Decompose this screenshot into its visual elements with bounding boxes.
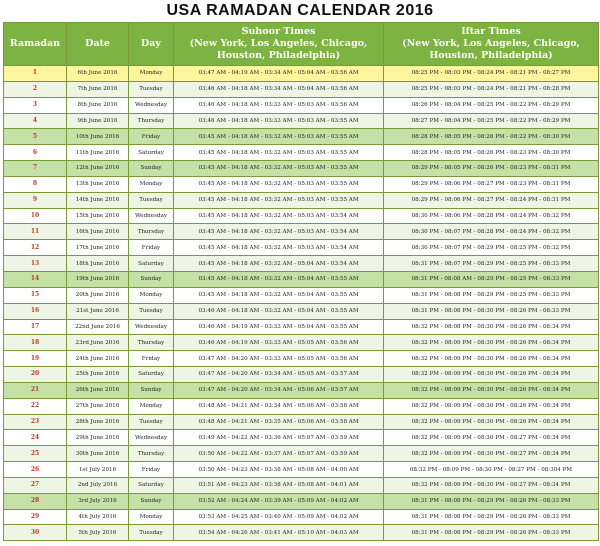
ramadan-day-cell: 11	[4, 224, 67, 240]
iftar-times-cell: 08:25 PM - 08:03 PM - 08:24 PM - 08:21 PM - 08:27 PM	[384, 66, 599, 82]
ramadan-day-cell: 26	[4, 462, 67, 478]
table-row	[4, 224, 599, 240]
suhoor-times-cell: 03:45 AM - 04:18 AM - 03:32 AM - 05:03 AM - 03:54 AM	[174, 224, 384, 240]
table-row	[4, 271, 599, 287]
table-row	[4, 192, 599, 208]
weekday-cell: Saturday	[129, 256, 174, 272]
date-cell: 19th June 2016	[67, 271, 129, 287]
iftar-times-cell: 08:31 PM - 08:08 AM - 08:29 PM - 08:25 PM - 08:33 PM	[384, 271, 599, 287]
table-row	[4, 335, 599, 351]
ramadan-calendar-table	[3, 22, 599, 541]
weekday-cell: Tuesday	[129, 81, 174, 97]
ramadan-day-cell: 25	[4, 446, 67, 462]
suhoor-times-cell: 03:45 AM - 04:18 AM - 03:32 AM - 05:04 AM - 03:54 AM	[174, 256, 384, 272]
table-row	[4, 145, 599, 161]
suhoor-times-cell: 03:46 AM - 04:18 AM - 03:34 AM - 05:04 AM - 03:56 AM	[174, 81, 384, 97]
table-row	[4, 208, 599, 224]
iftar-times-cell: 08:32 PM - 08:09 PM - 08:30 PM - 08:26 PM - 08:34 PM	[384, 382, 599, 398]
date-cell: 13th June 2016	[67, 176, 129, 192]
weekday-cell: Sunday	[129, 271, 174, 287]
weekday-cell: Monday	[129, 66, 174, 82]
suhoor-times-cell: 03:45 AM - 04:18 AM - 03:32 AM - 05:03 AM - 03:55 AM	[174, 129, 384, 145]
ramadan-day-cell: 9	[4, 192, 67, 208]
iftar-times-cell: 08:32 PM - 08:09 PM - 08:30 PM - 08:26 PM - 08:34 PM	[384, 398, 599, 414]
ramadan-day-cell: 10	[4, 208, 67, 224]
ramadan-day-cell: 16	[4, 303, 67, 319]
ramadan-day-cell: 6	[4, 145, 67, 161]
header-iftar-cities: (New York, Los Angeles, Chicago, Houston, Philadelphia)	[402, 38, 580, 61]
iftar-times-cell: 08:26 PM - 08:04 PM - 08:25 PM - 08:22 PM - 08:29 PM	[384, 97, 599, 113]
date-cell: 15th June 2016	[67, 208, 129, 224]
weekday-cell: Friday	[129, 351, 174, 367]
weekday-cell: Sunday	[129, 493, 174, 509]
table-row	[4, 161, 599, 177]
date-cell: 17th June 2016	[67, 240, 129, 256]
suhoor-times-cell: 03:48 AM - 04:21 AM - 03:35 AM - 05:06 AM - 03:58 AM	[174, 414, 384, 430]
header-iftar	[384, 23, 599, 66]
iftar-times-cell: 08:32 PM - 08:09 PM - 08:30 PM - 08:27 PM - 08:34 PM	[384, 430, 599, 446]
iftar-times-cell: 08:28 PM - 08:05 PM - 08:26 PM - 08:23 PM - 08:30 PM	[384, 145, 599, 161]
weekday-cell: Thursday	[129, 335, 174, 351]
iftar-times-cell: 08:29 PM - 08:05 PM - 08:26 PM - 08:23 PM - 08:31 PM	[384, 161, 599, 177]
date-cell: 26th June 2016	[67, 382, 129, 398]
ramadan-day-cell: 4	[4, 113, 67, 129]
table-row	[4, 351, 599, 367]
table-row	[4, 303, 599, 319]
iftar-times-cell: 08:31 PM - 08:07 PM - 08:29 PM - 08:25 PM - 08:33 PM	[384, 256, 599, 272]
ramadan-day-cell: 2	[4, 81, 67, 97]
weekday-cell: Wednesday	[129, 97, 174, 113]
weekday-cell: Tuesday	[129, 192, 174, 208]
table-row	[4, 414, 599, 430]
suhoor-times-cell: 03:46 AM - 04:19 AM - 03:33 AM - 05:05 AM - 03:56 AM	[174, 335, 384, 351]
iftar-times-cell: 08:32 PM - 08:09 PM - 08:30 PM - 08:26 PM - 08:34 PM	[384, 335, 599, 351]
table-row	[4, 176, 599, 192]
weekday-cell: Wednesday	[129, 430, 174, 446]
date-cell: 3rd July 2016	[67, 493, 129, 509]
suhoor-times-cell: 03:46 AM - 04:18 AM - 03:33 AM - 05:03 AM - 03:55 AM	[174, 113, 384, 129]
ramadan-day-cell: 3	[4, 97, 67, 113]
date-cell: 10th June 2016	[67, 129, 129, 145]
table-row	[4, 509, 599, 525]
header-suhoor-cities: (New York, Los Angeles, Chicago, Houston, Philadelphia)	[189, 38, 368, 61]
date-cell: 27th June 2016	[67, 398, 129, 414]
suhoor-times-cell: 03:45 AM - 04:18 AM - 03:32 AM - 05:04 AM - 03:55 AM	[174, 271, 384, 287]
suhoor-times-cell: 03:50 AM - 04:23 AM - 03:38 AM - 05:08 AM - 04:00 AM	[174, 462, 384, 478]
page-title: USA RAMADAN CALENDAR 2016	[166, 2, 434, 19]
weekday-cell: Thursday	[129, 446, 174, 462]
date-cell: 1st July 2016	[67, 462, 129, 478]
weekday-cell: Sunday	[129, 161, 174, 177]
suhoor-times-cell: 03:52 AM - 04:24 AM - 03:39 AM - 05:09 AM - 04:02 AM	[174, 493, 384, 509]
date-cell: 8th June 2016	[67, 97, 129, 113]
iftar-times-cell: 08:31 PM - 08:08 PM - 08:29 PM - 08:26 PM - 08:33 PM	[384, 509, 599, 525]
ramadan-day-cell: 28	[4, 493, 67, 509]
weekday-cell: Friday	[129, 129, 174, 145]
iftar-times-cell: 08:32 PM - 08:09 PM - 08:30 PM - 08:26 PM - 08:34 PM	[384, 414, 599, 430]
table-row	[4, 446, 599, 462]
weekday-cell: Friday	[129, 462, 174, 478]
table-row	[4, 493, 599, 509]
weekday-cell: Thursday	[129, 113, 174, 129]
ramadan-day-cell: 13	[4, 256, 67, 272]
ramadan-day-cell: 17	[4, 319, 67, 335]
suhoor-times-cell: 03:46 AM - 04:18 AM - 03:32 AM - 05:04 AM - 03:55 AM	[174, 303, 384, 319]
ramadan-day-cell: 23	[4, 414, 67, 430]
ramadan-day-cell: 14	[4, 271, 67, 287]
table-row	[4, 287, 599, 303]
weekday-cell: Monday	[129, 509, 174, 525]
suhoor-times-cell: 03:47 AM - 04:19 AM - 03:34 AM - 05:04 AM - 03:56 AM	[174, 66, 384, 82]
suhoor-times-cell: 03:47 AM - 04:20 AM - 03:34 AM - 05:05 AM - 03:57 AM	[174, 367, 384, 383]
table-row	[4, 81, 599, 97]
date-cell: 25th June 2016	[67, 367, 129, 383]
iftar-times-cell: 08:28 PM - 08:05 PM - 08:26 PM - 08:22 PM - 08:30 PM	[384, 129, 599, 145]
table-row	[4, 525, 599, 541]
iftar-times-cell: 08:32 PM - 08:09 PM - 08:30 PM - 08:26 PM - 08:34 PM	[384, 367, 599, 383]
suhoor-times-cell: 03:54 AM - 04:26 AM - 03:41 AM - 05:10 AM - 04:03 AM	[174, 525, 384, 541]
ramadan-day-cell: 21	[4, 382, 67, 398]
date-cell: 7th June 2016	[67, 81, 129, 97]
suhoor-times-cell: 03:47 AM - 04:20 AM - 03:33 AM - 05:05 AM - 03:56 AM	[174, 351, 384, 367]
suhoor-times-cell: 03:46 AM - 04:19 AM - 03:33 AM - 05:04 AM - 03:55 AM	[174, 319, 384, 335]
weekday-cell: Wednesday	[129, 208, 174, 224]
table-row	[4, 240, 599, 256]
suhoor-times-cell: 03:48 AM - 04:21 AM - 03:34 AM - 05:06 AM - 03:58 AM	[174, 398, 384, 414]
date-cell: 23rd June 2016	[67, 335, 129, 351]
ramadan-day-cell: 5	[4, 129, 67, 145]
iftar-times-cell: 08:25 PM - 08:03 PM - 08:24 PM - 08:21 PM - 08:28 PM	[384, 81, 599, 97]
weekday-cell: Monday	[129, 398, 174, 414]
iftar-times-cell: 08:29 PM - 08:06 PM - 08:27 PM - 08:24 PM - 08:31 PM	[384, 192, 599, 208]
date-cell: 5th July 2016	[67, 525, 129, 541]
date-cell: 21st June 2016	[67, 303, 129, 319]
ramadan-day-cell: 15	[4, 287, 67, 303]
date-cell: 2nd July 2016	[67, 477, 129, 493]
date-cell: 16th June 2016	[67, 224, 129, 240]
weekday-cell: Saturday	[129, 477, 174, 493]
iftar-times-cell: 08:32 PM - 08:09 PM - 08:30 PM - 08:27 PM - 08:34 PM	[384, 477, 599, 493]
date-cell: 24th June 2016	[67, 351, 129, 367]
table-row	[4, 66, 599, 82]
date-cell: 18th June 2016	[67, 256, 129, 272]
ramadan-day-cell: 7	[4, 161, 67, 177]
ramadan-day-cell: 22	[4, 398, 67, 414]
date-cell: 9th June 2016	[67, 113, 129, 129]
ramadan-day-cell: 18	[4, 335, 67, 351]
table-row	[4, 97, 599, 113]
table-row	[4, 319, 599, 335]
suhoor-times-cell: 03:47 AM - 04:20 AM - 03:34 AM - 05:06 AM - 03:57 AM	[174, 382, 384, 398]
table-row	[4, 477, 599, 493]
iftar-times-cell: 08:32 PM - 08:09 PM - 08:30 PM - 08:27 PM - 08:34 PM	[384, 446, 599, 462]
table-row	[4, 462, 599, 478]
date-cell: 22nd June 2016	[67, 319, 129, 335]
header-ramadan: Ramadan	[4, 23, 67, 66]
suhoor-times-cell: 03:45 AM - 04:18 AM - 03:32 AM - 05:03 AM - 03:55 AM	[174, 176, 384, 192]
suhoor-times-cell: 03:45 AM - 04:18 AM - 03:32 AM - 05:04 AM - 03:55 AM	[174, 287, 384, 303]
iftar-times-cell: 08:27 PM - 08:04 PM - 08:25 PM - 08:22 PM - 08:29 PM	[384, 113, 599, 129]
date-cell: 11th June 2016	[67, 145, 129, 161]
weekday-cell: Tuesday	[129, 525, 174, 541]
weekday-cell: Tuesday	[129, 414, 174, 430]
date-cell: 28th June 2016	[67, 414, 129, 430]
iftar-times-cell: 08:30 PM - 08:06 PM - 08:28 PM - 08:24 PM - 08:32 PM	[384, 208, 599, 224]
ramadan-day-cell: 29	[4, 509, 67, 525]
date-cell: 4th July 2016	[67, 509, 129, 525]
date-cell: 12th June 2016	[67, 161, 129, 177]
weekday-cell: Tuesday	[129, 303, 174, 319]
iftar-times-cell: 08:32 PM - 08:09 PM - 08:30 PM - 08:27 PM - 08:304 PM	[384, 462, 599, 478]
header-date: Date	[67, 23, 129, 66]
iftar-times-cell: 08:31 PM - 08:08 PM - 08:30 PM - 08:26 PM - 08:33 PM	[384, 303, 599, 319]
table-row	[4, 398, 599, 414]
suhoor-times-cell: 03:45 AM - 04:18 AM - 03:32 AM - 05:03 AM - 03:55 AM	[174, 192, 384, 208]
table-row	[4, 382, 599, 398]
date-cell: 14th June 2016	[67, 192, 129, 208]
ramadan-day-cell: 27	[4, 477, 67, 493]
ramadan-day-cell: 8	[4, 176, 67, 192]
date-cell: 20th June 2016	[67, 287, 129, 303]
suhoor-times-cell: 03:45 AM - 04:18 AM - 03:32 AM - 05:03 AM - 03:55 AM	[174, 145, 384, 161]
suhoor-times-cell: 03:49 AM - 04:22 AM - 03:36 AM - 05:07 AM - 03:59 AM	[174, 430, 384, 446]
iftar-times-cell: 08:31 PM - 08:08 PM - 08:29 PM - 08:26 PM - 08:33 PM	[384, 525, 599, 541]
table-row	[4, 113, 599, 129]
table-row	[4, 430, 599, 446]
suhoor-times-cell: 03:45 AM - 04:18 AM - 03:32 AM - 05:03 AM - 03:54 AM	[174, 208, 384, 224]
header-suhoor-title: Suhoor Times	[241, 26, 316, 37]
weekday-cell: Saturday	[129, 145, 174, 161]
ramadan-day-cell: 30	[4, 525, 67, 541]
table-row	[4, 256, 599, 272]
ramadan-day-cell: 20	[4, 367, 67, 383]
suhoor-times-cell: 03:51 AM - 04:23 AM - 03:38 AM - 05:08 AM - 04:01 AM	[174, 477, 384, 493]
header-day: Day	[129, 23, 174, 66]
iftar-times-cell: 08:31 PM - 08:08 PM - 08:29 PM - 08:26 PM - 08:33 PM	[384, 493, 599, 509]
date-cell: 30th June 2016	[67, 446, 129, 462]
iftar-times-cell: 08:32 PM - 08:09 PM - 08:30 PM - 08:26 PM - 08:34 PM	[384, 351, 599, 367]
date-cell: 29th June 2016	[67, 430, 129, 446]
ramadan-day-cell: 1	[4, 66, 67, 82]
weekday-cell: Saturday	[129, 367, 174, 383]
table-header-row	[4, 23, 599, 66]
weekday-cell: Wednesday	[129, 319, 174, 335]
table-row	[4, 129, 599, 145]
suhoor-times-cell: 03:53 AM - 04:25 AM - 03:40 AM - 05:09 AM - 04:02 AM	[174, 509, 384, 525]
weekday-cell: Thursday	[129, 224, 174, 240]
suhoor-times-cell: 03:45 AM - 04:18 AM - 03:32 AM - 05:03 AM - 03:55 AM	[174, 161, 384, 177]
iftar-times-cell: 08:30 PM - 08:07 PM - 08:28 PM - 08:24 PM - 08:32 PM	[384, 224, 599, 240]
weekday-cell: Friday	[129, 240, 174, 256]
suhoor-times-cell: 03:46 AM - 04:18 AM - 03:33 AM - 05:03 AM - 03:56 AM	[174, 97, 384, 113]
suhoor-times-cell: 03:45 AM - 04:18 AM - 03:32 AM - 05:03 AM - 03:54 AM	[174, 240, 384, 256]
table-row	[4, 367, 599, 383]
date-cell: 6th June 2016	[67, 66, 129, 82]
ramadan-day-cell: 19	[4, 351, 67, 367]
iftar-times-cell: 08:29 PM - 08:06 PM - 08:27 PM - 08:23 PM - 08:31 PM	[384, 176, 599, 192]
iftar-times-cell: 08:30 PM - 08:07 PM - 08:29 PM - 08:25 PM - 08:32 PM	[384, 240, 599, 256]
ramadan-day-cell: 24	[4, 430, 67, 446]
table-body	[4, 66, 599, 541]
header-iftar-title: Iftar Times	[461, 26, 521, 37]
iftar-times-cell: 08:31 PM - 08:08 PM - 08:29 PM - 08:25 PM - 08:33 PM	[384, 287, 599, 303]
iftar-times-cell: 08:32 PM - 08:08 PM - 08:30 PM - 08:26 PM - 08:34 PM	[384, 319, 599, 335]
suhoor-times-cell: 03:50 AM - 04:22 AM - 03:37 AM - 05:07 AM - 03:59 AM	[174, 446, 384, 462]
weekday-cell: Sunday	[129, 382, 174, 398]
weekday-cell: Monday	[129, 287, 174, 303]
ramadan-day-cell: 12	[4, 240, 67, 256]
weekday-cell: Monday	[129, 176, 174, 192]
header-suhoor	[174, 23, 384, 66]
